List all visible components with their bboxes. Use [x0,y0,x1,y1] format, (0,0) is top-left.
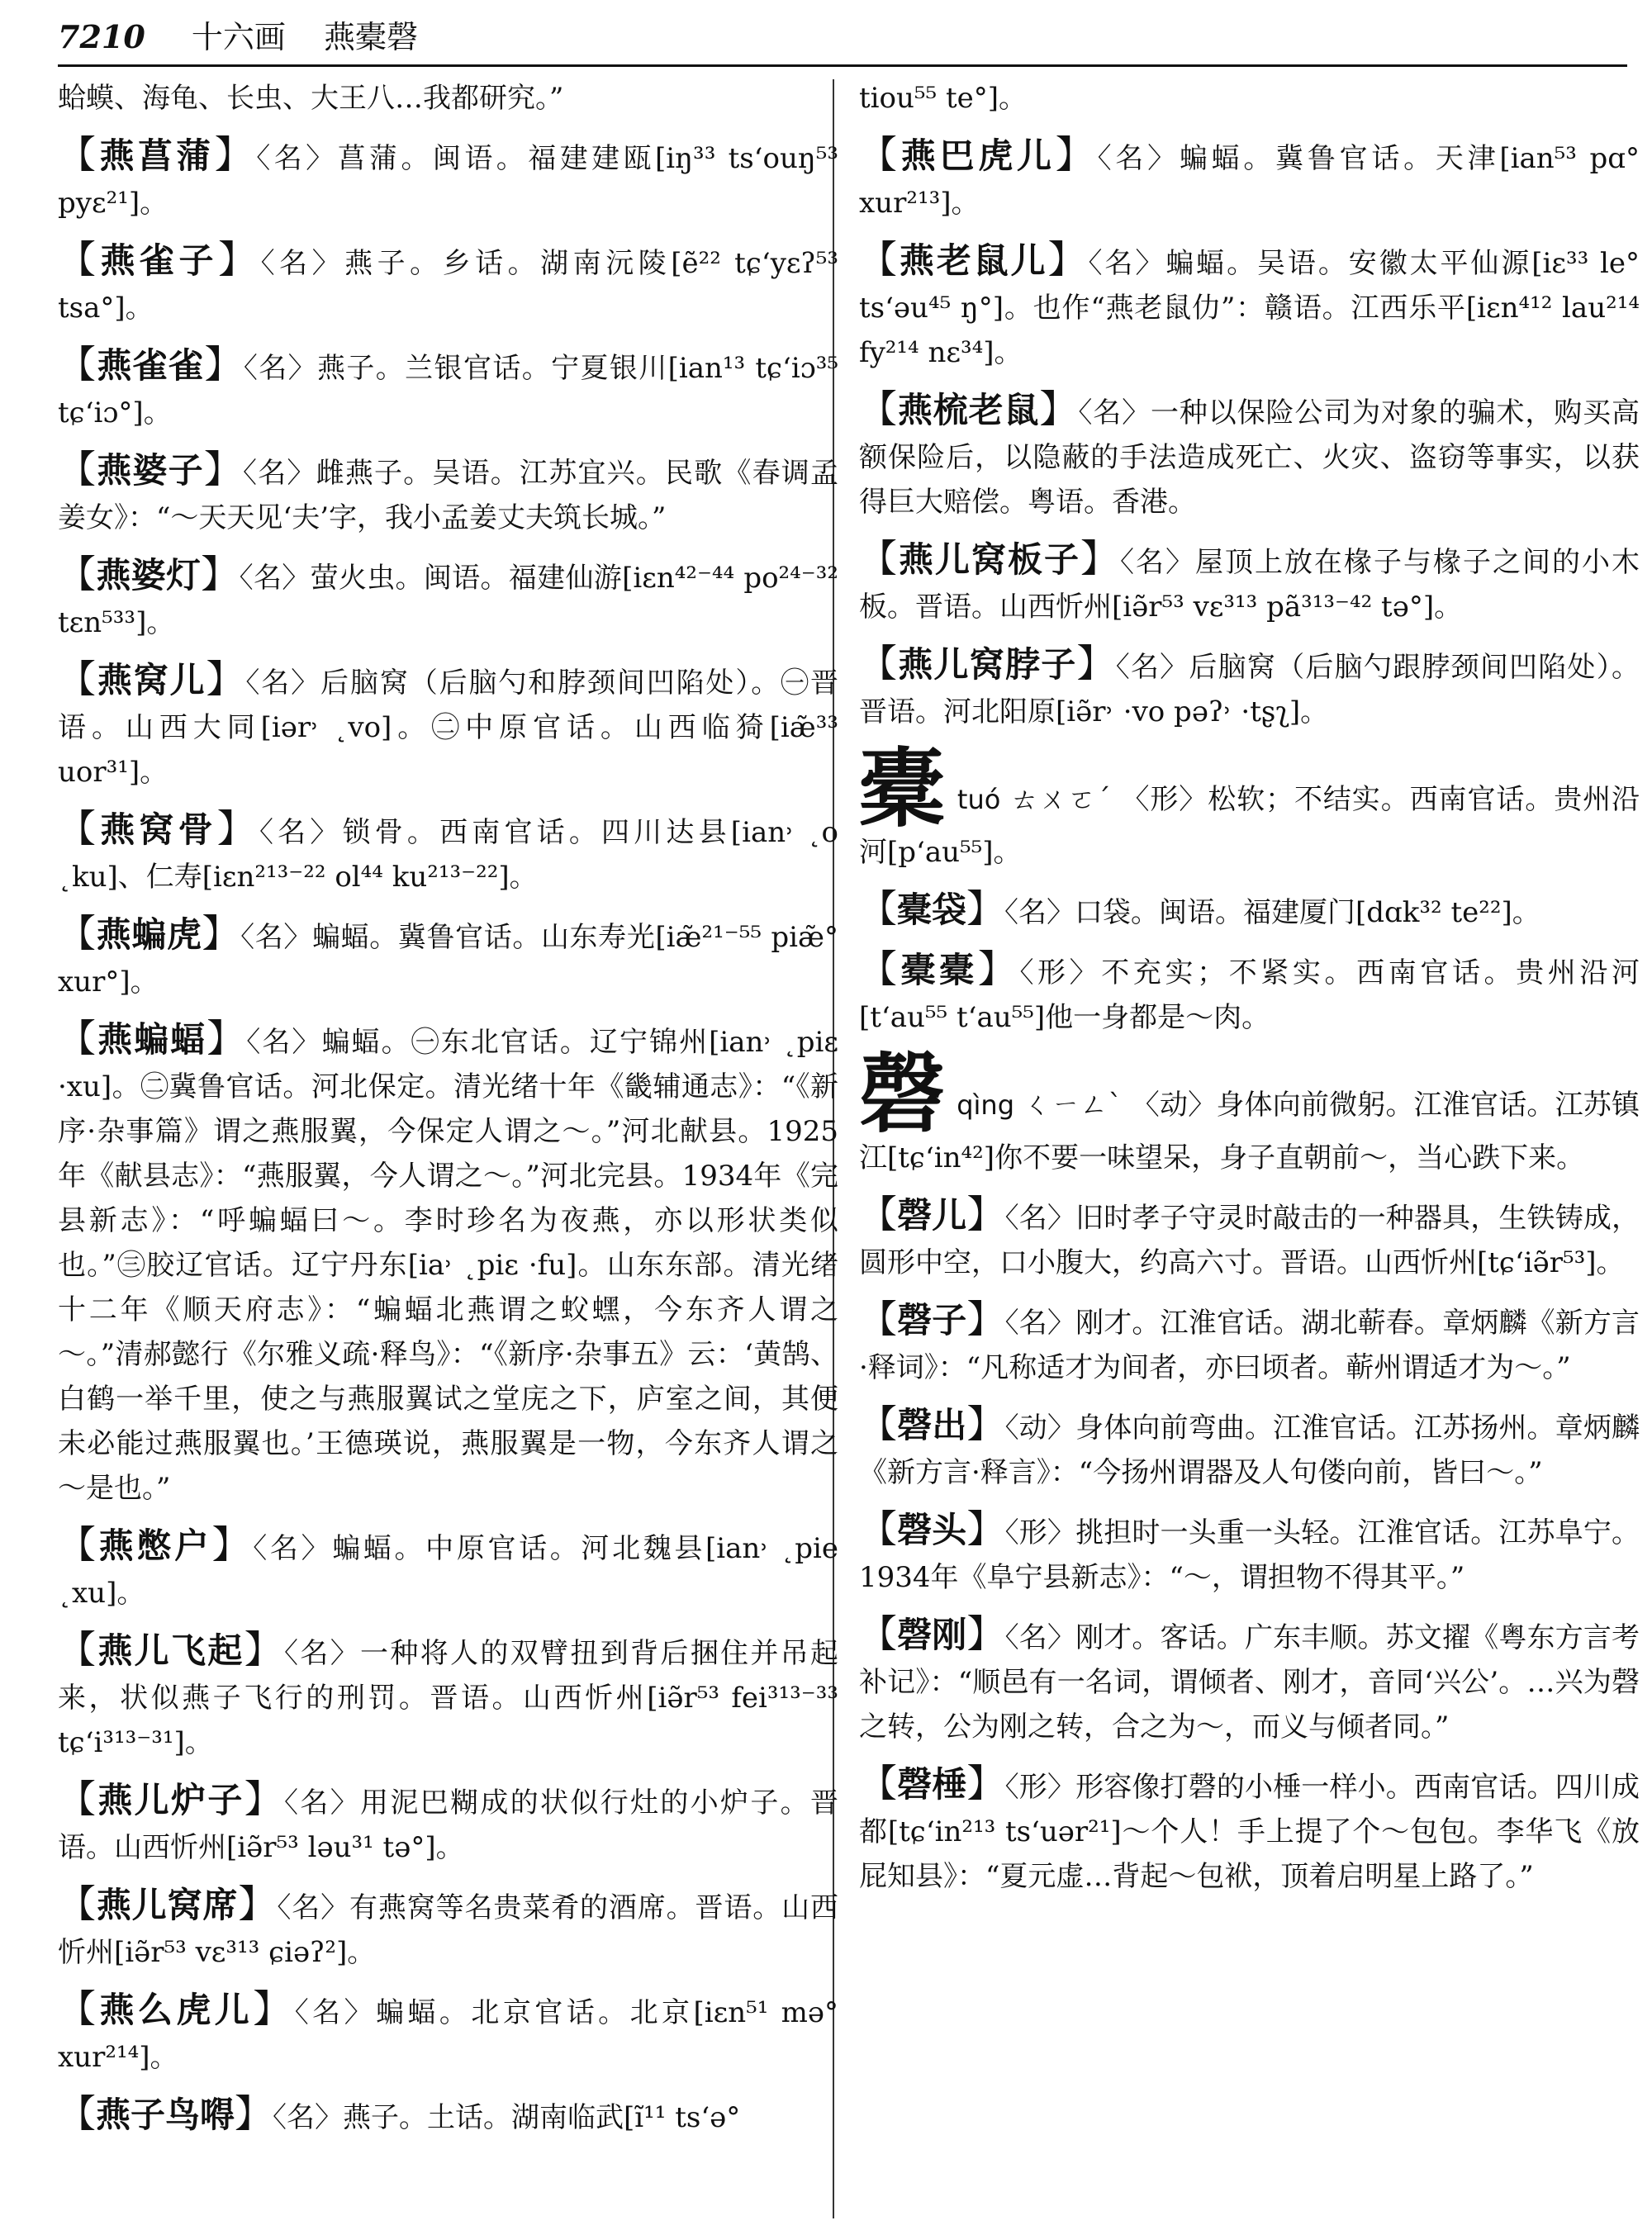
sub-entry [58,657,838,795]
right-bracket: 】 [977,947,1020,991]
left-bracket: 【 [58,1522,99,1567]
headword-text: 磬出 [897,1405,967,1445]
sub-entry [859,387,1640,524]
headword [859,1761,1005,1805]
definition: 〈名〉燕子。兰银官话。宁夏银川[ian¹³ tɕʻiɔ³⁵ tɕʻiɔ°]。 [58,352,839,429]
headword [58,237,261,282]
main-headword: 橐 [859,738,946,839]
headword [58,1627,285,1672]
right-bracket: 】 [966,886,1005,931]
headword-text: 燕窝骨 [100,809,217,850]
definition: 〈名〉菖蒲。闽语。福建建瓯[iŋ³³ tsʻouŋ⁵³ pyɛ²¹]。 [58,142,839,220]
left-bracket: 【 [859,1192,898,1236]
sub-entry [58,1522,838,1616]
definition: 〈名〉蝙蝠。㊀东北官话。辽宁锦州[ian˒ ˛piɛ ·xu]。㊁冀鲁官话。河北保定。清光绪十年《畿辅通志》：“《新序·杂事篇》谓之燕服翼，今保定人谓之～。”河北献县。1925年《献县志》：“燕服翼，今人谓之～。”河北完县。1934年《完县新志》：“呼蝙蝠曰～。李时珍名为夜燕，亦以形状类似也。”㊂胶辽官话。辽宁丹东[ia˒ ˛piɛ ·fu]。山东东部。清光绪十二年《顺天府志》：“蝙蝠北燕谓之蚥蟔，今东齐人谓之～。”清郝懿行《尔雅义疏·释鸟》：“《新序·杂事五》云：‘黄鹄、白鹤一举千里，使之与燕服翼试之堂庑之下，庐室之间，其便未必能过燕服翼也。’王德瑛说，燕服翼是一物，今东齐人谓之～是也。” [58,1026,839,1505]
headword-text: 磬刚 [897,1615,967,1655]
headword [859,1402,1005,1446]
headword-text: 燕老鼠儿 [899,240,1048,281]
headword-text: 燕儿窝席 [96,1885,239,1925]
left-bracket: 【 [859,536,899,581]
right-bracket: 】 [211,1522,254,1567]
right-bracket: 】 [1047,237,1089,282]
right-bracket: 】 [966,1611,1005,1656]
headword [58,1522,254,1567]
headword-text: 燕儿窝脖子 [898,644,1077,685]
definition: 〈动〉身体向前弯曲。江淮官话。江苏扬州。章炳麟《新方言·释言》：“今扬州谓器及人句偻向前，皆曰～。” [859,1412,1640,1489]
sub-entry [58,911,838,1004]
right-bracket: 】 [202,911,241,956]
headword [859,237,1089,282]
headword [58,806,259,851]
left-bracket: 【 [58,806,101,851]
sub-entry [859,641,1640,734]
headword-text: 磬子 [897,1300,967,1340]
headword [58,342,244,387]
left-bracket: 【 [58,911,97,956]
left-bracket: 【 [58,1986,100,2031]
headword-text: 燕婆子 [97,450,204,491]
right-bracket: 】 [253,1986,295,2031]
left-bracket: 【 [859,947,901,991]
headword-text: 燕巴虎儿 [900,135,1056,176]
headword-text: 燕儿窝板子 [899,539,1080,580]
main-entry [859,738,1640,875]
headword [58,1986,295,2031]
left-bracket: 【 [58,237,101,282]
definition: 〈名〉刚才。江淮官话。湖北蕲春。章炳麟《新方言·释词》：“凡称适才为间者，亦曰顷者。蕲州谓适才为～。” [859,1307,1640,1384]
headword [859,1297,1005,1341]
headword [58,657,246,701]
headword-text: 燕儿炉子 [97,1780,244,1820]
headword-text: 燕么虎儿 [99,1990,254,2030]
headword [859,886,1005,931]
headword-text: 燕雀雀 [97,345,205,386]
right-bracket: 】 [966,1402,1005,1446]
header-rule [58,64,1627,67]
headword [859,1506,1005,1551]
page-header [58,12,1627,63]
definition: 〈名〉用泥巴糊成的状似行灶的小炉子。晋语。山西忻州[iə̃r⁵³ ləu³¹ tə°]。 [58,1786,839,1864]
right-bracket: 】 [966,1761,1005,1805]
sub-entry [58,2091,838,2140]
definition: 〈形〉不充实；不紧实。西南官话。贵州沿河[tʻau⁵⁵ tʻau⁵⁵]他一身都是～肉。 [859,956,1640,1034]
left-bracket: 【 [58,132,100,177]
headword-text: 燕窝儿 [97,660,206,700]
left-bracket: 【 [58,342,97,387]
headword [859,1192,1005,1236]
sub-entry [859,1506,1640,1600]
headword-text: 燕婆灯 [96,555,202,595]
left-bracket: 【 [859,886,897,931]
right-bracket: 】 [201,552,240,596]
headword-text: 橐袋 [897,890,967,930]
headword [859,1611,1005,1656]
main-headword: 磬 [859,1043,946,1145]
left-bracket: 【 [58,2091,96,2136]
headword-text: 磬头 [897,1510,967,1550]
headword [58,132,257,177]
headword [859,387,1079,431]
definition: 〈名〉后脑窝（后脑勺跟脖颈间凹陷处）。晋语。河北阳原[iə̃r˒ ·vo pəʔ˒ ·tʂʅ]。 [859,651,1640,728]
left-bracket: 【 [859,641,899,686]
page-number: 7210 [58,18,145,55]
headword [859,947,1020,991]
definition: 〈动〉身体向前微躬。江淮官话。江苏镇江[tɕʻin⁴²]你不要一味望呆，身子直朝前～，当心跌下来。 [859,1089,1640,1174]
headword [58,2091,273,2136]
sub-entry [58,1986,838,2080]
zhuyin: ㄊㄨㄛˊ [1010,783,1112,816]
definition: 〈形〉松软；不结实。西南官话。贵州沿河[pʻau⁵⁵]。 [859,783,1640,869]
left-bracket: 【 [58,1881,97,1926]
right-column [859,76,1640,1899]
sub-entry [58,1881,838,1975]
left-bracket: 【 [58,1016,98,1060]
left-bracket: 【 [859,387,898,431]
headword [859,641,1116,686]
right-bracket: 】 [203,447,244,491]
definition: 〈名〉旧时孝子守灵时敲击的一种器具，生铁铸成，圆形中空，口小腹大，约高六寸。晋语。山西忻州[tɕʻiə̃r⁵³]。 [859,1202,1640,1279]
pinyin: qìng [957,1089,1014,1121]
left-bracket: 【 [58,657,97,701]
pinyin: tuó [957,784,1001,815]
headword-text: 橐橐 [900,950,978,990]
sub-entry [859,1611,1640,1749]
zhuyin: ㄑㄧㄥˋ [1023,1089,1123,1122]
sub-entry [859,132,1640,225]
definition: 〈名〉燕子。乡话。湖南沅陵[ẽ²² tɕʻyɛʔ⁵³ tsa°]。 [58,247,839,325]
definition: 〈名〉蝙蝠。吴语。安徽太平仙源[iɛ³³ le° tsʻəu⁴⁵ ŋ°]。也作“燕老鼠仂”：赣语。江西乐平[iɛn⁴¹² lau²¹⁴ fy²¹⁴ nɛ³⁴]。 [859,247,1640,369]
definition: 〈名〉燕子。土话。湖南临武[ĩ¹¹ tsʻə° [273,2101,741,2134]
definition: 〈名〉屋顶上放在椽子与椽子之间的小木板。晋语。山西忻州[iə̃r⁵³ vɛ³¹³ pã³¹³⁻⁴² tə°]。 [859,546,1640,624]
definition: 〈名〉蝙蝠。冀鲁官话。山东寿光[iæ̃²¹⁻⁵⁵ piæ̃° xur°]。 [58,921,839,999]
definition: 〈名〉一种以保险公司为对象的骗术，购买高额保险后，以隐蔽的手法造成死亡、火灾、盗窃等事实，以获得巨大赔偿。粤语。香港。 [859,396,1640,519]
sub-entry [58,806,838,899]
headword [58,552,240,596]
definition: 〈名〉萤火虫。闽语。福建仙游[iɛn⁴²⁻⁴⁴ po²⁴⁻³² tɛn⁵³³]。 [58,562,839,639]
continued-text [58,76,838,121]
sub-entry [859,1402,1640,1495]
sub-entry [859,1192,1640,1285]
headword [58,1016,247,1060]
right-bracket: 】 [244,1777,285,1821]
definition: 蛤蟆、海龟、长虫、大王八…我都研究。” [58,82,564,115]
right-bracket: 】 [1076,641,1116,686]
definition: 〈名〉口袋。闽语。福建厦门[dɑk³² te²²]。 [1004,896,1540,929]
definition: 〈名〉刚才。客话。广东丰顺。苏文擢《粤东方言考补记》：“顺邑有一名词，谓倾者、刚才，音同‘兴公’。…兴为磬之转，公为刚之转，合之为～，而义与倾者同。” [859,1621,1640,1744]
left-bracket: 【 [58,1777,98,1821]
left-bracket: 【 [859,1611,898,1656]
header-characters: 燕橐磬 [323,19,418,55]
definition: 〈形〉挑担时一头重一头轻。江淮官话。江苏阜宁。1934年《阜宁县新志》：“～，谓担物不得其平。” [859,1516,1640,1594]
headword-text: 燕蝙蝠 [97,1019,207,1060]
right-bracket: 】 [1055,132,1098,177]
right-bracket: 】 [206,1016,247,1060]
sub-entry [58,552,838,645]
sub-entry [58,447,838,540]
headword-text: 磬棰 [897,1764,967,1805]
right-bracket: 】 [238,1881,278,1926]
headword-text: 燕子鸟嘚 [96,2095,235,2135]
sub-entry [58,237,838,330]
headword-text: 燕蝙虎 [96,914,202,955]
headword [58,1777,285,1821]
right-bracket: 】 [1080,536,1120,581]
sub-entry [859,237,1640,375]
sub-entry [58,1016,838,1511]
headword-text: 燕憋户 [98,1525,212,1566]
sub-entry [58,132,838,225]
left-bracket: 【 [859,1297,898,1341]
definition: 〈名〉有燕窝等名贵菜肴的酒席。晋语。山西忻州[iə̃r⁵³ vɛ³¹³ ɕiəʔ²]。 [58,1891,839,1969]
right-bracket: 】 [235,2091,273,2136]
definition: tiou⁵⁵ te°]。 [859,82,1028,115]
left-column [58,76,838,2140]
sub-entry [58,342,838,435]
right-bracket: 】 [966,1192,1005,1236]
definition: 〈名〉锁骨。西南官话。四川达县[ian˒ ˛o ˛ku]、仁寿[iɛn²¹³⁻²² ol⁴⁴ ku²¹³⁻²²]。 [58,816,839,894]
definition: 〈名〉后脑窝（后脑勺和脖颈间凹陷处）。㊀晋语。山西大同[iər˒ ˛vo]。㊁中原官话。山西临猗[iæ̃³³ uor³¹]。 [58,667,839,789]
sub-entry [859,1761,1640,1899]
right-bracket: 】 [204,342,244,387]
right-bracket: 】 [214,132,257,177]
left-bracket: 【 [859,1506,898,1551]
right-bracket: 】 [218,237,261,282]
sub-entry [859,947,1640,1040]
headword [859,536,1120,581]
left-bracket: 【 [58,552,97,596]
left-bracket: 【 [859,1402,898,1446]
sub-entry [859,536,1640,629]
sub-entry [58,1777,838,1870]
headword [859,132,1098,177]
headword [58,911,241,956]
headword-text: 燕雀子 [100,240,219,281]
left-bracket: 【 [58,1627,98,1672]
main-entry [859,1043,1640,1180]
left-bracket: 【 [58,447,97,491]
left-bracket: 【 [859,132,901,177]
headword [58,447,244,491]
right-bracket: 】 [206,657,246,701]
definition: 〈名〉蝙蝠。北京官话。北京[iɛn⁵¹ mə° xur²¹⁴]。 [58,1996,839,2074]
headword [58,1881,278,1926]
right-bracket: 】 [216,806,259,851]
headword-text: 燕梳老鼠 [897,390,1040,430]
right-bracket: 】 [1039,387,1079,431]
definition: 〈名〉蝙蝠。冀鲁官话。天津[ian⁵³ pɑ° xur²¹³]。 [859,142,1640,220]
right-bracket: 】 [966,1506,1005,1551]
headword-text: 磬儿 [897,1195,967,1236]
sub-entry [58,1627,838,1765]
right-bracket: 】 [966,1297,1005,1341]
left-bracket: 【 [859,237,900,282]
sub-entry [859,1297,1640,1390]
definition: 〈名〉一种将人的双臂扭到背后捆住并吊起来，状似燕子飞行的刑罚。晋语。山西忻州[iə̃r⁵³ fei³¹³⁻³³ tɕʻi³¹³⁻³¹]。 [58,1637,839,1759]
stroke-section: 十六画 [191,19,286,55]
right-bracket: 】 [244,1627,285,1672]
headword-text: 燕菖蒲 [99,135,215,176]
definition: 〈名〉蝙蝠。中原官话。河北魏县[ian˒ ˛pie ˛xu]。 [58,1532,838,1610]
left-bracket: 【 [859,1761,898,1805]
continued-text [859,76,1640,121]
definition: 〈名〉雌燕子。吴语。江苏宜兴。民歌《春调孟姜女》：“～天天见‘夫’字，我小孟姜丈夫筑长城。” [58,457,839,534]
definition: 〈形〉形容像打磬的小棰一样小。西南官话。四川成都[tɕʻin²¹³ tsʻuər²¹]～个人！手上提了个～包包。李华飞《放屁知县》：“夏元虚…背起～包袱，顶着启明星上路了。” [859,1771,1640,1893]
headword-text: 燕儿飞起 [97,1630,244,1671]
sub-entry [859,886,1640,935]
